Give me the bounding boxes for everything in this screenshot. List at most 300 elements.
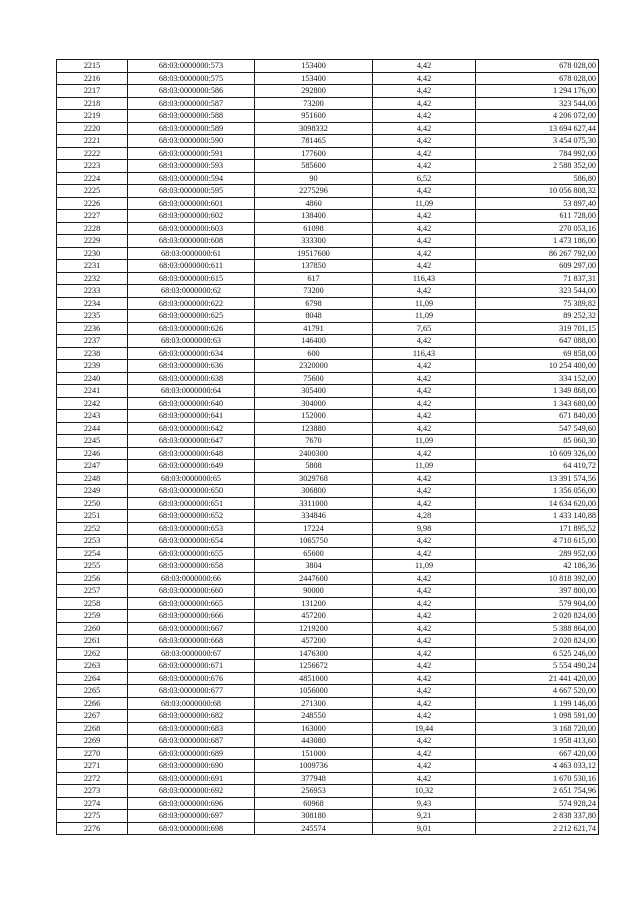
row-number: 2249	[57, 485, 128, 498]
rate-value: 4,42	[373, 747, 476, 760]
area-value: 2320000	[255, 360, 373, 373]
cadastral-number: 68:03:0000000:615	[128, 272, 255, 285]
area-value: 152000	[255, 410, 373, 423]
table-row	[57, 735, 599, 748]
rate-value: 4,42	[373, 497, 476, 510]
sum-value: 784 992,00	[476, 147, 599, 160]
rate-value: 4,42	[373, 760, 476, 773]
area-value: 306800	[255, 485, 373, 498]
table-row	[57, 235, 599, 248]
rate-value: 4,42	[373, 60, 476, 73]
rate-value: 10,32	[373, 785, 476, 798]
sum-value: 1 958 413,60	[476, 735, 599, 748]
cadastral-number: 68:03:0000000:625	[128, 310, 255, 323]
row-number: 2248	[57, 472, 128, 485]
sum-value: 85 060,30	[476, 435, 599, 448]
area-value: 781465	[255, 135, 373, 148]
area-value: 3098332	[255, 122, 373, 135]
row-number: 2262	[57, 647, 128, 660]
table-row	[57, 322, 599, 335]
row-number: 2240	[57, 372, 128, 385]
row-number: 2254	[57, 547, 128, 560]
table-row	[57, 772, 599, 785]
table-row	[57, 485, 599, 498]
table-row	[57, 222, 599, 235]
row-number: 2230	[57, 247, 128, 260]
cadastral-number: 68:03:0000000:64	[128, 385, 255, 398]
rate-value: 4,42	[373, 110, 476, 123]
area-value: 73200	[255, 285, 373, 298]
sum-value: 1 473 186,00	[476, 235, 599, 248]
rate-value: 4,42	[373, 72, 476, 85]
sum-value: 4 667 520,00	[476, 685, 599, 698]
table-row	[57, 310, 599, 323]
table-row	[57, 610, 599, 623]
row-number: 2255	[57, 560, 128, 573]
cadastral-number: 68:03:0000000:67	[128, 647, 255, 660]
table-row	[57, 672, 599, 685]
sum-value: 5 388 864,00	[476, 622, 599, 635]
cadastral-number: 68:03:0000000:642	[128, 422, 255, 435]
row-number: 2275	[57, 810, 128, 823]
table-row	[57, 460, 599, 473]
area-value: 75600	[255, 372, 373, 385]
row-number: 2239	[57, 360, 128, 373]
table-row	[57, 822, 599, 835]
table-row	[57, 272, 599, 285]
sum-value: 609 297,00	[476, 260, 599, 273]
rate-value: 4,42	[373, 485, 476, 498]
cadastral-number: 68:03:0000000:573	[128, 60, 255, 73]
row-number: 2233	[57, 285, 128, 298]
table-row	[57, 372, 599, 385]
row-number: 2271	[57, 760, 128, 773]
table-row	[57, 710, 599, 723]
rate-value: 4,42	[373, 672, 476, 685]
rate-value: 116,43	[373, 272, 476, 285]
table-row	[57, 335, 599, 348]
row-number: 2267	[57, 710, 128, 723]
sum-value: 53 897,40	[476, 197, 599, 210]
cadastral-number: 68:03:0000000:687	[128, 735, 255, 748]
area-value: 137850	[255, 260, 373, 273]
cadastral-number: 68:03:0000000:62	[128, 285, 255, 298]
rate-value: 4,42	[373, 147, 476, 160]
sum-value: 14 634 620,00	[476, 497, 599, 510]
table-row	[57, 410, 599, 423]
area-value: 600	[255, 347, 373, 360]
row-number: 2242	[57, 397, 128, 410]
cadastral-number: 68:03:0000000:65	[128, 472, 255, 485]
area-value: 334846	[255, 510, 373, 523]
sum-value: 611 728,00	[476, 210, 599, 223]
area-value: 3029768	[255, 472, 373, 485]
table-row	[57, 747, 599, 760]
table-row	[57, 160, 599, 173]
table-row	[57, 360, 599, 373]
area-value: 60968	[255, 797, 373, 810]
cadastral-number: 68:03:0000000:689	[128, 747, 255, 760]
row-number: 2231	[57, 260, 128, 273]
table-row	[57, 547, 599, 560]
area-value: 951600	[255, 110, 373, 123]
cadastral-number: 68:03:0000000:603	[128, 222, 255, 235]
cadastral-number: 68:03:0000000:638	[128, 372, 255, 385]
area-value: 377948	[255, 772, 373, 785]
row-number: 2272	[57, 772, 128, 785]
cadastral-number: 68:03:0000000:622	[128, 297, 255, 310]
area-value: 2400300	[255, 447, 373, 460]
sum-value: 2 588 352,00	[476, 160, 599, 173]
row-number: 2246	[57, 447, 128, 460]
area-value: 4860	[255, 197, 373, 210]
area-value: 65600	[255, 547, 373, 560]
table-row	[57, 385, 599, 398]
rate-value: 4,42	[373, 647, 476, 660]
row-number: 2274	[57, 797, 128, 810]
area-value: 4851000	[255, 672, 373, 685]
sum-value: 647 088,00	[476, 335, 599, 348]
rate-value: 4,42	[373, 235, 476, 248]
row-number: 2228	[57, 222, 128, 235]
row-number: 2252	[57, 522, 128, 535]
area-value: 6798	[255, 297, 373, 310]
sum-value: 1 356 056,00	[476, 485, 599, 498]
sum-value: 586,80	[476, 172, 599, 185]
row-number: 2232	[57, 272, 128, 285]
area-value: 1256672	[255, 660, 373, 673]
row-number: 2216	[57, 72, 128, 85]
cadastral-number: 68:03:0000000:589	[128, 122, 255, 135]
cadastral-number: 68:03:0000000:696	[128, 797, 255, 810]
row-number: 2258	[57, 597, 128, 610]
table-row	[57, 97, 599, 110]
cadastral-number: 68:03:0000000:683	[128, 722, 255, 735]
row-number: 2276	[57, 822, 128, 835]
sum-value: 397 800,00	[476, 585, 599, 598]
row-number: 2238	[57, 347, 128, 360]
area-value: 146400	[255, 335, 373, 348]
table-body	[57, 60, 599, 835]
sum-value: 5 554 490,24	[476, 660, 599, 673]
area-value: 1009736	[255, 760, 373, 773]
sum-value: 3 168 720,00	[476, 722, 599, 735]
table-row	[57, 122, 599, 135]
table-row	[57, 560, 599, 573]
rate-value: 11,09	[373, 435, 476, 448]
row-number: 2251	[57, 510, 128, 523]
table-row	[57, 60, 599, 73]
row-number: 2221	[57, 135, 128, 148]
area-value: 131200	[255, 597, 373, 610]
area-value: 248550	[255, 710, 373, 723]
sum-value: 574 928,24	[476, 797, 599, 810]
area-value: 457200	[255, 610, 373, 623]
sum-value: 678 028,00	[476, 60, 599, 73]
sum-value: 64 410,72	[476, 460, 599, 473]
rate-value: 4,42	[373, 185, 476, 198]
area-value: 8048	[255, 310, 373, 323]
area-value: 2447600	[255, 572, 373, 585]
row-number: 2223	[57, 160, 128, 173]
rate-value: 4,42	[373, 122, 476, 135]
cadastral-number: 68:03:0000000:650	[128, 485, 255, 498]
rate-value: 6,52	[373, 172, 476, 185]
rate-value: 4,42	[373, 260, 476, 273]
land-plot-table	[56, 59, 599, 835]
rate-value: 4,42	[373, 660, 476, 673]
cadastral-number: 68:03:0000000:667	[128, 622, 255, 635]
cadastral-number: 68:03:0000000:63	[128, 335, 255, 348]
table-row	[57, 197, 599, 210]
rate-value: 4,42	[373, 335, 476, 348]
sum-value: 71 837,31	[476, 272, 599, 285]
row-number: 2215	[57, 60, 128, 73]
rate-value: 4,42	[373, 397, 476, 410]
area-value: 1056000	[255, 685, 373, 698]
rate-value: 4,42	[373, 635, 476, 648]
row-number: 2266	[57, 697, 128, 710]
rate-value: 4,42	[373, 535, 476, 548]
table-row	[57, 785, 599, 798]
rate-value: 4,42	[373, 372, 476, 385]
table-row	[57, 697, 599, 710]
area-value: 19517600	[255, 247, 373, 260]
cadastral-number: 68:03:0000000:666	[128, 610, 255, 623]
rate-value: 4,42	[373, 160, 476, 173]
cadastral-number: 68:03:0000000:682	[128, 710, 255, 723]
cadastral-number: 68:03:0000000:590	[128, 135, 255, 148]
cadastral-number: 68:03:0000000:595	[128, 185, 255, 198]
cadastral-number: 68:03:0000000:68	[128, 697, 255, 710]
rate-value: 11,09	[373, 197, 476, 210]
cadastral-number: 68:03:0000000:690	[128, 760, 255, 773]
rate-value: 4,42	[373, 735, 476, 748]
row-number: 2265	[57, 685, 128, 698]
sum-value: 2 651 754,96	[476, 785, 599, 798]
rate-value: 4,42	[373, 410, 476, 423]
row-number: 2236	[57, 322, 128, 335]
cadastral-number: 68:03:0000000:652	[128, 510, 255, 523]
table-row	[57, 522, 599, 535]
row-number: 2225	[57, 185, 128, 198]
rate-value: 4,42	[373, 360, 476, 373]
sum-value: 1 294 176,00	[476, 85, 599, 98]
area-value: 61098	[255, 222, 373, 235]
rate-value: 9,21	[373, 810, 476, 823]
row-number: 2226	[57, 197, 128, 210]
table-row	[57, 447, 599, 460]
sum-value: 667 420,00	[476, 747, 599, 760]
row-number: 2218	[57, 97, 128, 110]
area-value: 123880	[255, 422, 373, 435]
rate-value: 4,42	[373, 547, 476, 560]
row-number: 2241	[57, 385, 128, 398]
sum-value: 2 212 621,74	[476, 822, 599, 835]
cadastral-number: 68:03:0000000:668	[128, 635, 255, 648]
row-number: 2235	[57, 310, 128, 323]
area-value: 245574	[255, 822, 373, 835]
rate-value: 4,42	[373, 247, 476, 260]
table-row	[57, 535, 599, 548]
cadastral-number: 68:03:0000000:626	[128, 322, 255, 335]
rate-value: 19,44	[373, 722, 476, 735]
row-number: 2261	[57, 635, 128, 648]
area-value: 457200	[255, 635, 373, 648]
cadastral-number: 68:03:0000000:640	[128, 397, 255, 410]
area-value: 153400	[255, 60, 373, 73]
rate-value: 4,42	[373, 597, 476, 610]
rate-value: 11,09	[373, 560, 476, 573]
table-row	[57, 510, 599, 523]
area-value: 333300	[255, 235, 373, 248]
row-number: 2243	[57, 410, 128, 423]
cadastral-number: 68:03:0000000:676	[128, 672, 255, 685]
cadastral-number: 68:03:0000000:586	[128, 85, 255, 98]
table-row	[57, 397, 599, 410]
rate-value: 4,42	[373, 422, 476, 435]
rate-value: 4,42	[373, 772, 476, 785]
table-row	[57, 572, 599, 585]
table-row	[57, 660, 599, 673]
area-value: 3804	[255, 560, 373, 573]
rate-value: 9,98	[373, 522, 476, 535]
table-row	[57, 647, 599, 660]
sum-value: 2 020 824,00	[476, 635, 599, 648]
rate-value: 4,42	[373, 210, 476, 223]
rate-value: 4,42	[373, 697, 476, 710]
table-row	[57, 297, 599, 310]
area-value: 5808	[255, 460, 373, 473]
row-number: 2269	[57, 735, 128, 748]
table-row	[57, 260, 599, 273]
rate-value: 11,09	[373, 310, 476, 323]
row-number: 2253	[57, 535, 128, 548]
rate-value: 4,42	[373, 222, 476, 235]
sum-value: 3 454 075,30	[476, 135, 599, 148]
cadastral-number: 68:03:0000000:655	[128, 547, 255, 560]
rate-value: 4,28	[373, 510, 476, 523]
cadastral-number: 68:03:0000000:692	[128, 785, 255, 798]
sum-value: 1 343 680,00	[476, 397, 599, 410]
rate-value: 4,42	[373, 685, 476, 698]
cadastral-number: 68:03:0000000:587	[128, 97, 255, 110]
cadastral-number: 68:03:0000000:691	[128, 772, 255, 785]
row-number: 2247	[57, 460, 128, 473]
area-value: 256953	[255, 785, 373, 798]
rate-value: 9,01	[373, 822, 476, 835]
cadastral-number: 68:03:0000000:665	[128, 597, 255, 610]
table-row	[57, 597, 599, 610]
sum-value: 13 694 627,44	[476, 122, 599, 135]
cadastral-number: 68:03:0000000:66	[128, 572, 255, 585]
sum-value: 289 952,00	[476, 547, 599, 560]
row-number: 2270	[57, 747, 128, 760]
rate-value: 4,42	[373, 710, 476, 723]
area-value: 73200	[255, 97, 373, 110]
row-number: 2250	[57, 497, 128, 510]
table-row	[57, 760, 599, 773]
cadastral-number: 68:03:0000000:601	[128, 197, 255, 210]
cadastral-number: 68:03:0000000:671	[128, 660, 255, 673]
rate-value: 4,42	[373, 622, 476, 635]
sum-value: 1 670 530,16	[476, 772, 599, 785]
table-row	[57, 347, 599, 360]
sum-value: 323 544,00	[476, 285, 599, 298]
sum-value: 2 838 337,80	[476, 810, 599, 823]
cadastral-number: 68:03:0000000:651	[128, 497, 255, 510]
rate-value: 4,42	[373, 97, 476, 110]
row-number: 2220	[57, 122, 128, 135]
cadastral-number: 68:03:0000000:588	[128, 110, 255, 123]
cadastral-number: 68:03:0000000:608	[128, 235, 255, 248]
row-number: 2224	[57, 172, 128, 185]
cadastral-number: 68:03:0000000:654	[128, 535, 255, 548]
table-row	[57, 422, 599, 435]
sum-value: 4 710 615,00	[476, 535, 599, 548]
area-value: 17224	[255, 522, 373, 535]
cadastral-number: 68:03:0000000:602	[128, 210, 255, 223]
area-value: 90000	[255, 585, 373, 598]
sum-value: 42 186,36	[476, 560, 599, 573]
cadastral-number: 68:03:0000000:61	[128, 247, 255, 260]
table-row	[57, 135, 599, 148]
sum-value: 6 525 246,00	[476, 647, 599, 660]
sum-value: 678 028,00	[476, 72, 599, 85]
table-row	[57, 622, 599, 635]
area-value: 163000	[255, 722, 373, 735]
cadastral-number: 68:03:0000000:677	[128, 685, 255, 698]
area-value: 1219200	[255, 622, 373, 635]
sum-value: 21 441 420,00	[476, 672, 599, 685]
row-number: 2263	[57, 660, 128, 673]
area-value: 271300	[255, 697, 373, 710]
sum-value: 4 463 033,12	[476, 760, 599, 773]
area-value: 138400	[255, 210, 373, 223]
area-value: 151000	[255, 747, 373, 760]
rate-value: 4,42	[373, 572, 476, 585]
rate-value: 4,42	[373, 447, 476, 460]
sum-value: 86 267 792,00	[476, 247, 599, 260]
sum-value: 10 818 392,00	[476, 572, 599, 585]
rate-value: 4,42	[373, 610, 476, 623]
sum-value: 89 252,32	[476, 310, 599, 323]
sum-value: 10 254 400,00	[476, 360, 599, 373]
sum-value: 323 544,00	[476, 97, 599, 110]
table-row	[57, 72, 599, 85]
rate-value: 9,43	[373, 797, 476, 810]
area-value: 585600	[255, 160, 373, 173]
cadastral-number: 68:03:0000000:697	[128, 810, 255, 823]
table-row	[57, 472, 599, 485]
area-value: 304000	[255, 397, 373, 410]
rate-value: 4,42	[373, 472, 476, 485]
table-row	[57, 147, 599, 160]
sum-value: 13 391 574,56	[476, 472, 599, 485]
rate-value: 4,42	[373, 85, 476, 98]
sum-value: 579 904,00	[476, 597, 599, 610]
area-value: 1476300	[255, 647, 373, 660]
area-value: 617	[255, 272, 373, 285]
row-number: 2219	[57, 110, 128, 123]
rate-value: 4,42	[373, 585, 476, 598]
cadastral-number: 68:03:0000000:647	[128, 435, 255, 448]
row-number: 2229	[57, 235, 128, 248]
rate-value: 11,09	[373, 297, 476, 310]
sum-value: 334 152,00	[476, 372, 599, 385]
row-number: 2222	[57, 147, 128, 160]
cadastral-number: 68:03:0000000:641	[128, 410, 255, 423]
